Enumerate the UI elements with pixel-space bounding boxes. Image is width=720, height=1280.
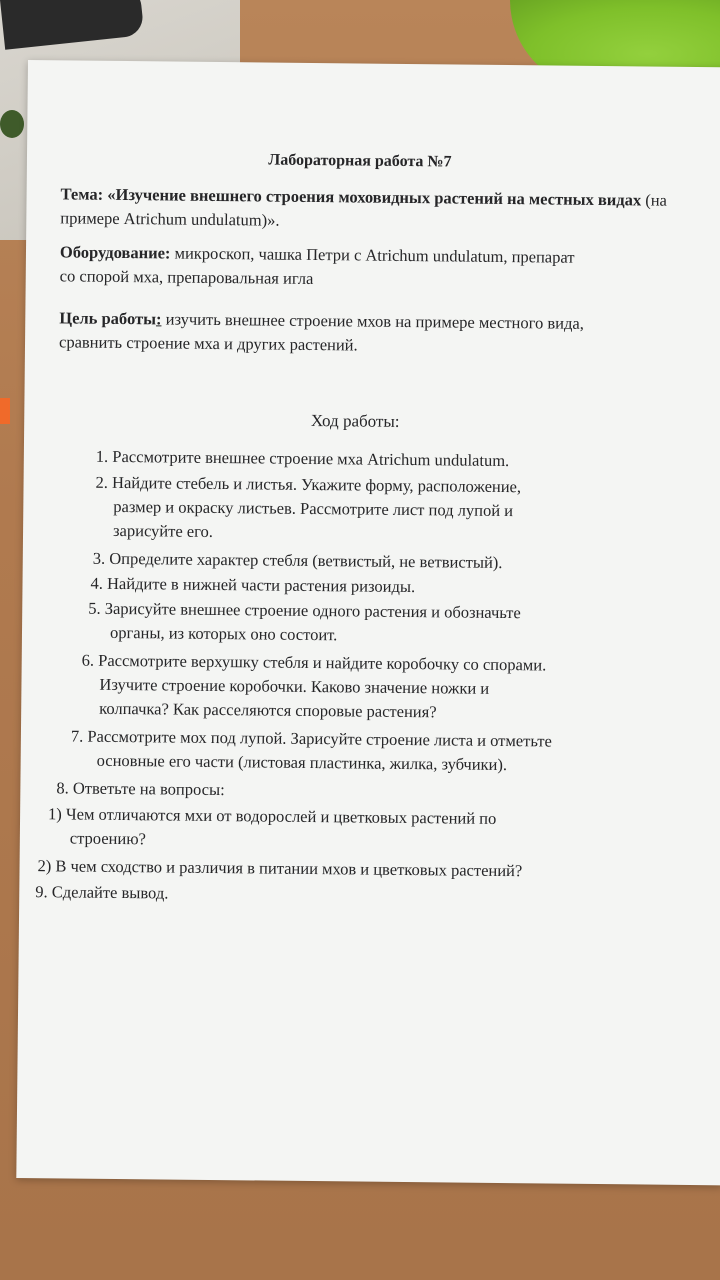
step-line: колпачка? Как расселяются споровые растения? xyxy=(99,698,437,722)
step-line: 1. Рассмотрите внешнее строение мха Atrichum undulatum. xyxy=(95,446,510,471)
equipment-label: Оборудование: xyxy=(59,242,171,263)
document-title: Лабораторная работа №7 xyxy=(268,151,452,171)
step-7 xyxy=(71,724,552,777)
procedure-steps xyxy=(24,444,720,903)
question-1 xyxy=(48,802,497,855)
step-line: зарисуйте его. xyxy=(112,520,214,541)
step-line: 9. Сделайте вывод. xyxy=(35,882,169,903)
step-1 xyxy=(96,445,510,473)
step-line: 2) В чем сходство и различия в питании мхов и цветковых растений? xyxy=(37,856,523,881)
step-line: 6. Рассмотрите верхушку стебля и найдите коробочку со спорами. xyxy=(81,650,547,675)
goal-label: Цель работы xyxy=(59,308,157,329)
step-5 xyxy=(88,597,521,650)
step-line: 4. Найдите в нижней части растения ризоиды. xyxy=(90,573,416,597)
equipment-paragraph xyxy=(60,240,692,295)
step-line: размер и окраску листьев. Рассмотрите лист под лупой и xyxy=(113,496,514,521)
step-line: 7. Рассмотрите мох под лупой. Зарисуйте строение листа и отметьте xyxy=(70,726,552,751)
step-line: органы, из которых оно состоит. xyxy=(109,622,338,645)
step-3 xyxy=(93,547,503,575)
goal-colon: : xyxy=(155,309,162,329)
theme-label: Тема: xyxy=(60,184,104,204)
step-line: 1) Чем отличаются мхи от водорослей и цветковых растений по xyxy=(48,804,497,828)
document-content xyxy=(16,60,720,1185)
step-4 xyxy=(90,572,415,599)
theme-rest: (на примере Atrichum undulatum)». xyxy=(60,190,668,230)
step-line: Изучите строение коробочки. Каково значение ножки и xyxy=(99,674,490,698)
procedure-heading: Ход работы: xyxy=(310,410,400,431)
step-line: 2. Найдите стебель и листья. Укажите форму, расположение, xyxy=(95,472,522,497)
step-2 xyxy=(95,471,521,547)
equipment-line1: микроскоп, чашка Петри с Atrichum undulatum, препарат xyxy=(170,243,575,267)
step-8 xyxy=(56,776,225,802)
equipment-line2: со спорой мха, препаровальная игла xyxy=(59,266,314,288)
step-6 xyxy=(81,649,546,726)
paper-sheet xyxy=(16,60,720,1185)
goal-paragraph xyxy=(59,306,691,361)
goal-line1: изучить внешнее строение мхов на примере местного вида, xyxy=(161,309,584,333)
theme-paragraph xyxy=(60,182,692,237)
background-leaf xyxy=(0,110,24,138)
step-line: 8. Ответьте на вопросы: xyxy=(56,778,225,800)
step-9 xyxy=(35,880,168,905)
goal-line2: сравнить строение мха и других растений. xyxy=(58,332,358,355)
question-2 xyxy=(37,854,522,883)
step-line: строению? xyxy=(69,828,147,849)
theme-bold-text: «Изучение внешнего строения моховидных растений на местных видах xyxy=(107,184,642,210)
step-line: основные его части (листовая пластинка, жилка, зубчики). xyxy=(96,750,508,775)
step-line: 5. Зарисуйте внешнее строение одного растения и обозначьте xyxy=(88,598,521,623)
step-line: 3. Определите характер стебля (ветвистый, не ветвистый). xyxy=(92,548,503,572)
